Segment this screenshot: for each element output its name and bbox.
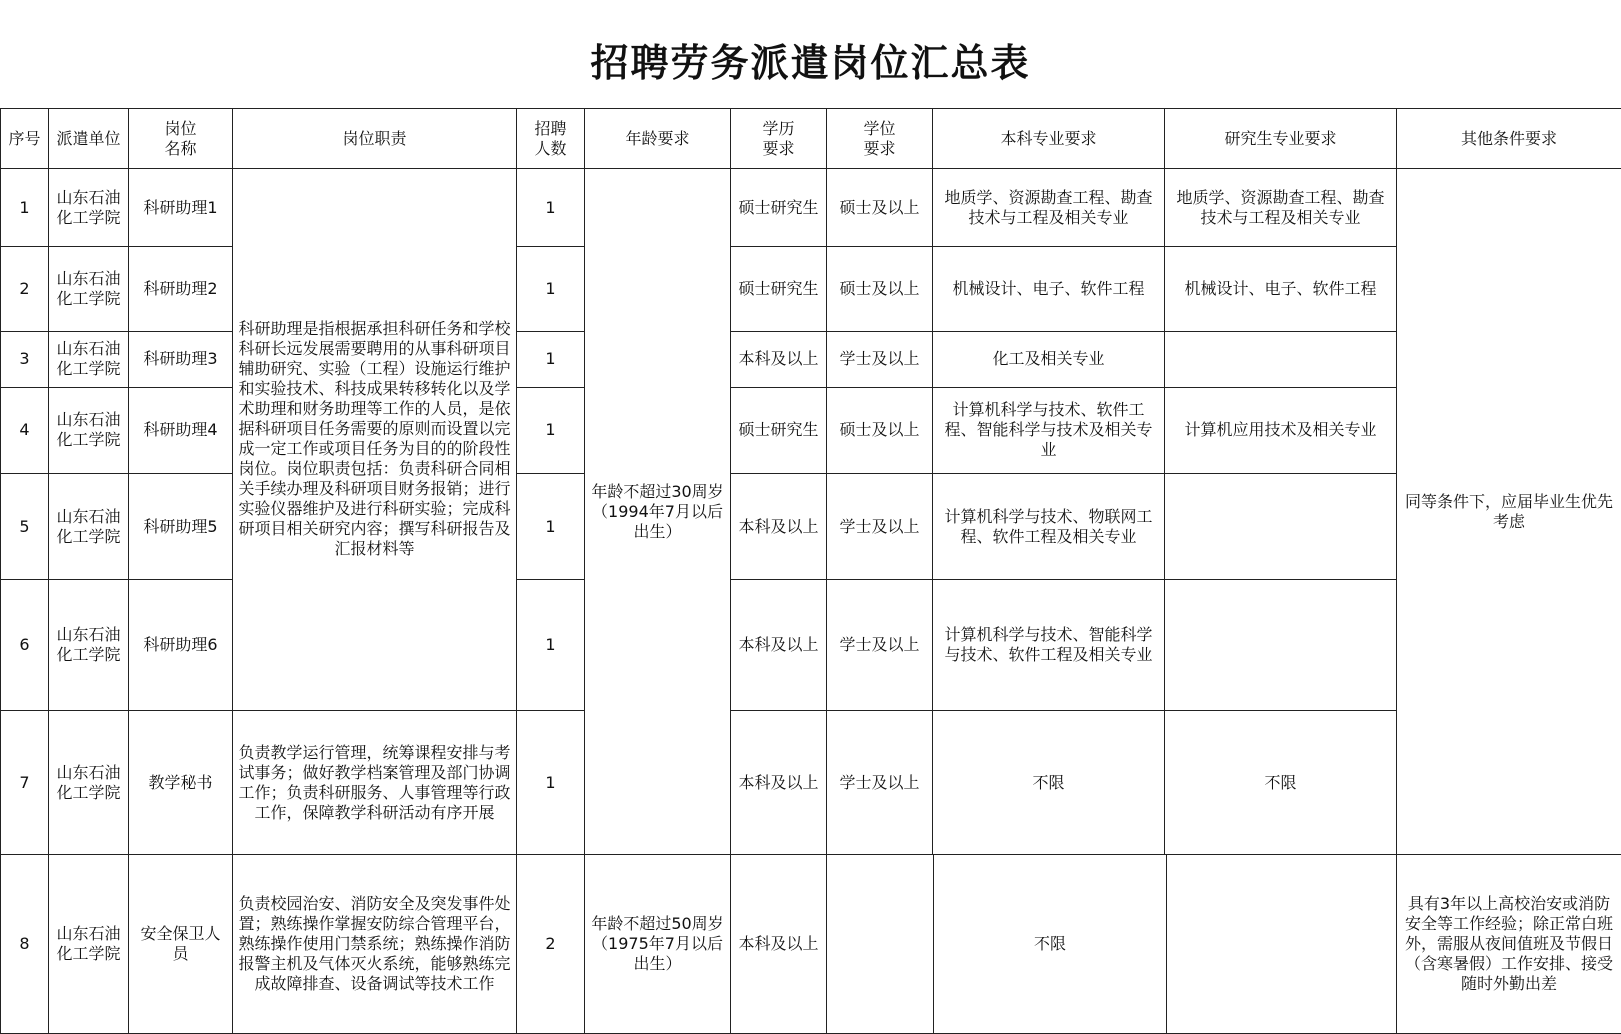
- cell-count: 1: [517, 710, 585, 855]
- header-duty: 岗位职责: [233, 109, 517, 169]
- header-unit: 派遣单位: [49, 109, 129, 169]
- cell-other-fresh: 同等条件下，应届毕业生优先考虑: [1397, 169, 1621, 855]
- header-grad-major: 研究生专业要求: [1165, 109, 1397, 169]
- cell-age-30: 年龄不超过30周岁（1994年7月以后出生）: [585, 169, 731, 855]
- cell-unit: 山东石油化工学院: [49, 855, 129, 1034]
- cell-position: 科研助理6: [129, 580, 233, 710]
- cell-age-50: 年龄不超过50周岁（1975年7月以后出生）: [585, 855, 731, 1034]
- table-row: [1, 855, 1621, 1034]
- cell-position: 教学秘书: [129, 710, 233, 855]
- cell-seq: 8: [1, 855, 49, 1034]
- cell-undergrad-major: 计算机科学与技术、软件工程、智能科学与技术及相关专业: [933, 387, 1165, 473]
- cell-grad-major: 机械设计、电子、软件工程: [1165, 247, 1397, 331]
- header-undergrad-major: 本科专业要求: [933, 109, 1165, 169]
- cell-position: 科研助理1: [129, 169, 233, 247]
- cell-undergrad-major: 化工及相关专业: [933, 331, 1165, 387]
- cell-other: 具有3年以上高校治安或消防安全等工作经验；除正常白班外，需服从夜间值班及节假日（含寒暑假）工作安排、接受随时外勤出差: [1397, 855, 1621, 1034]
- cell-grad-major-empty: [1167, 855, 1396, 1033]
- cell-major-merged: [827, 855, 1397, 1034]
- cell-unit: 山东石油化工学院: [49, 387, 129, 473]
- cell-education: 本科及以上: [731, 710, 827, 855]
- cell-degree-empty: [827, 855, 934, 1033]
- header-row: [1, 109, 1621, 169]
- cell-undergrad-major: 计算机科学与技术、智能科学与技术、软件工程及相关专业: [933, 580, 1165, 710]
- cell-grad-major: 计算机应用技术及相关专业: [1165, 387, 1397, 473]
- cell-seq: 4: [1, 387, 49, 473]
- cell-count: 1: [517, 580, 585, 710]
- cell-unit: 山东石油化工学院: [49, 169, 129, 247]
- table-row: [1, 710, 1621, 855]
- cell-degree: 学士及以上: [827, 710, 933, 855]
- cell-education: 硕士研究生: [731, 387, 827, 473]
- header-degree: 学位 要求: [827, 109, 933, 169]
- cell-count: 2: [517, 855, 585, 1034]
- cell-education: 本科及以上: [731, 331, 827, 387]
- cell-education: 本科及以上: [731, 855, 827, 1034]
- header-seq: 序号: [1, 109, 49, 169]
- cell-count: 1: [517, 247, 585, 331]
- cell-count: 1: [517, 169, 585, 247]
- cell-position: 科研助理3: [129, 331, 233, 387]
- cell-unit: 山东石油化工学院: [49, 580, 129, 710]
- cell-degree: 硕士及以上: [827, 387, 933, 473]
- cell-degree: 硕士及以上: [827, 247, 933, 331]
- cell-degree: 学士及以上: [827, 474, 933, 580]
- cell-degree: 学士及以上: [827, 331, 933, 387]
- cell-education: 硕士研究生: [731, 169, 827, 247]
- cell-position: 科研助理4: [129, 387, 233, 473]
- header-position: 岗位 名称: [129, 109, 233, 169]
- cell-unit: 山东石油化工学院: [49, 710, 129, 855]
- cell-position: 安全保卫人员: [129, 855, 233, 1034]
- cell-count: 1: [517, 331, 585, 387]
- cell-undergrad-major: 计算机科学与技术、物联网工程、软件工程及相关专业: [933, 474, 1165, 580]
- cell-seq: 2: [1, 247, 49, 331]
- cell-seq: 6: [1, 580, 49, 710]
- cell-duty: 负责教学运行管理，统筹课程安排与考试事务；做好教学档案管理及部门协调工作；负责科研服务、人事管理等行政工作，保障教学科研活动有序开展: [233, 710, 517, 855]
- cell-count: 1: [517, 387, 585, 473]
- cell-grad-major: 地质学、资源勘查工程、勘查技术与工程及相关专业: [1165, 169, 1397, 247]
- cell-unit: 山东石油化工学院: [49, 247, 129, 331]
- cell-seq: 1: [1, 169, 49, 247]
- cell-undergrad-major: 不限: [933, 710, 1165, 855]
- cell-education: 硕士研究生: [731, 247, 827, 331]
- page-title: 招聘劳务派遣岗位汇总表: [590, 41, 1031, 85]
- cell-position: 科研助理5: [129, 474, 233, 580]
- cell-count: 1: [517, 474, 585, 580]
- cell-grad-major: [1165, 580, 1397, 710]
- header-count: 招聘 人数: [517, 109, 585, 169]
- cell-grad-major: [1165, 474, 1397, 580]
- cell-degree: 硕士及以上: [827, 169, 933, 247]
- cell-duty: 负责校园治安、消防安全及突发事件处置；熟练操作掌握安防综合管理平台，熟练操作使用门禁系统；熟练操作消防报警主机及气体灭火系统，能够熟练完成故障排查、设备调试等技术工作: [233, 855, 517, 1034]
- cell-grad-major: 不限: [1165, 710, 1397, 855]
- cell-position: 科研助理2: [129, 247, 233, 331]
- cell-grad-major: [1165, 331, 1397, 387]
- cell-degree: 学士及以上: [827, 580, 933, 710]
- cell-undergrad-major: 地质学、资源勘查工程、勘查技术与工程及相关专业: [933, 169, 1165, 247]
- cell-unit: 山东石油化工学院: [49, 474, 129, 580]
- cell-education: 本科及以上: [731, 580, 827, 710]
- table-row: [1, 169, 1621, 247]
- recruitment-table: [0, 108, 1621, 1034]
- cell-seq: 5: [1, 474, 49, 580]
- header-other: 其他条件要求: [1397, 109, 1621, 169]
- header-age: 年龄要求: [585, 109, 731, 169]
- cell-unit: 山东石油化工学院: [49, 331, 129, 387]
- cell-seq: 3: [1, 331, 49, 387]
- cell-seq: 7: [1, 710, 49, 855]
- cell-undergrad-major: 机械设计、电子、软件工程: [933, 247, 1165, 331]
- cell-undergrad-major: 不限: [934, 855, 1167, 1033]
- cell-education: 本科及以上: [731, 474, 827, 580]
- header-education: 学历 要求: [731, 109, 827, 169]
- cell-research-duty: 科研助理是指根据承担科研任务和学校科研长远发展需要聘用的从事科研项目辅助研究、实验（工程）设施运行维护和实验技术、科技成果转移转化以及学术助理和财务助理等工作的人员，是依据科研项目任务需要的原则而设置以完成一定工作或项目任务为目的的阶段性岗位。岗位职责包括：负责科研合同相关手续办理及科研项目财务报销；进行实验仪器维护及进行科研实验；完成科研项目相关研究内容；撰写科研报告及汇报材料等: [233, 169, 517, 711]
